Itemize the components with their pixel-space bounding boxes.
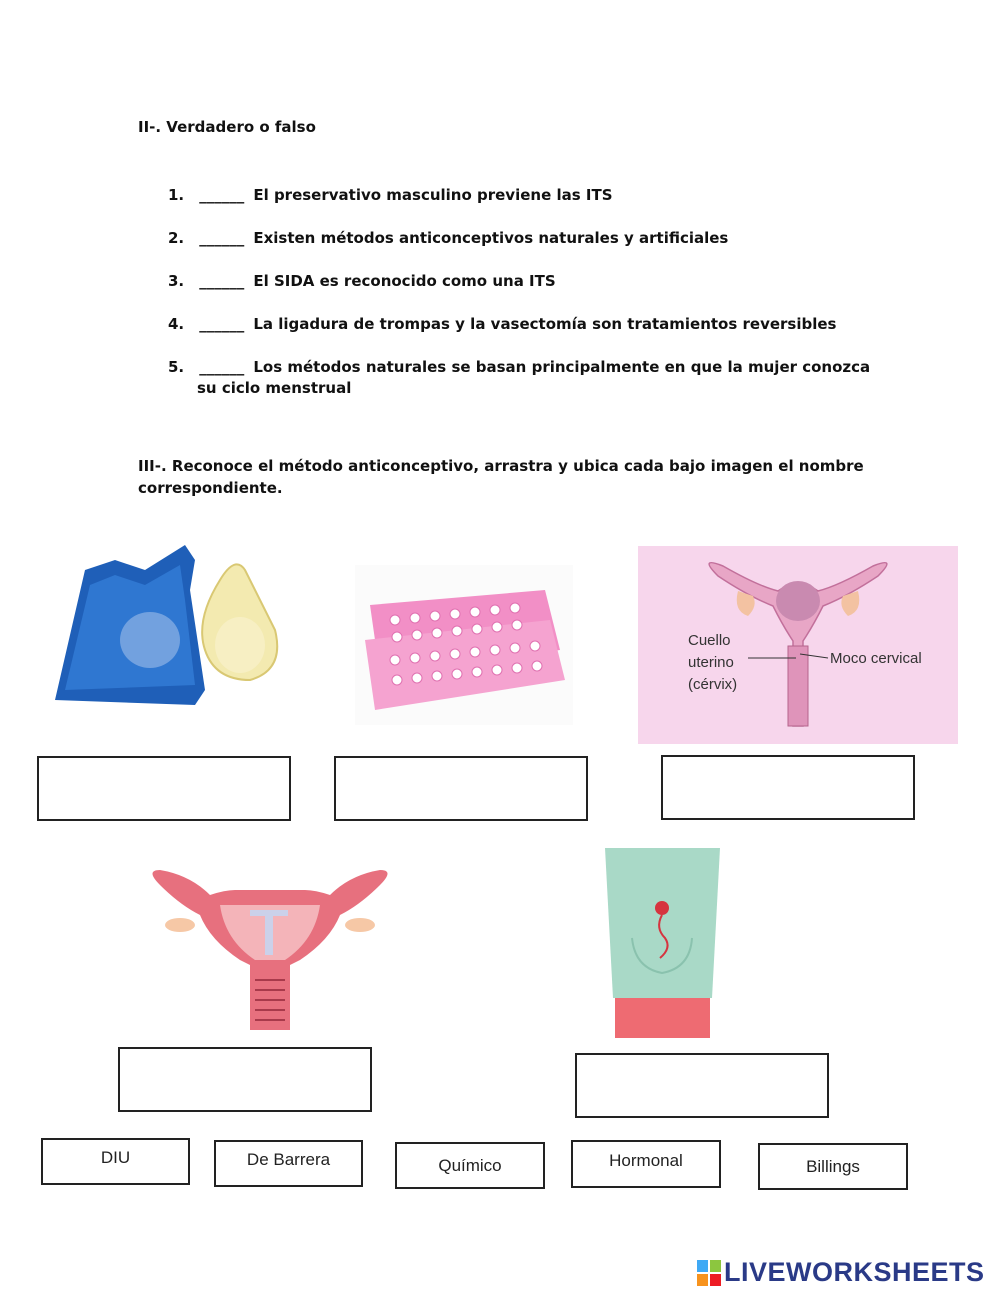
spermicide-tube-image: [600, 848, 725, 1040]
uterus-drawing: [638, 546, 958, 744]
question-item-continuation: su ciclo menstrual: [197, 379, 352, 397]
moco-label: Moco cervical: [830, 650, 922, 667]
iud-image: [140, 865, 400, 1035]
word-option-diu[interactable]: DIU: [41, 1138, 190, 1185]
question-item: 4. ______ La ligadura de trompas y la vasectomía son tratamientos reversibles: [168, 315, 837, 333]
word-option-billings[interactable]: Billings: [758, 1143, 908, 1190]
brand-name: LIVEWORKSHEETS: [724, 1257, 985, 1287]
drop-zone-tube[interactable]: [575, 1053, 829, 1118]
question-item: 5. ______ Los métodos naturales se basan principalmente en que la mujer conozca: [168, 358, 871, 376]
drop-zone-pills[interactable]: [334, 756, 588, 821]
answer-blank[interactable]: ______: [199, 358, 245, 376]
drop-zone-iud[interactable]: [118, 1047, 372, 1112]
liveworksheets-logo: [697, 1257, 985, 1288]
answer-blank[interactable]: ______: [199, 272, 245, 290]
question-item: 3. ______ El SIDA es reconocido como una ITS: [168, 272, 556, 290]
cervix-label: Cuello uterino (cérvix): [688, 632, 738, 693]
liveworksheets-icon: [697, 1260, 721, 1286]
word-option-hormonal[interactable]: Hormonal: [571, 1140, 721, 1188]
cervix-diagram-image: [638, 546, 958, 744]
word-option-de-barrera[interactable]: De Barrera: [214, 1140, 363, 1187]
question-item: 1. ______ El preservativo masculino previene las ITS: [168, 186, 613, 204]
question-item: 2. ______ Existen métodos anticonceptivos naturales y artificiales: [168, 229, 729, 247]
answer-blank[interactable]: ______: [199, 186, 245, 204]
section-3-title-line2: correspondiente.: [138, 479, 283, 497]
condom-image: [45, 540, 285, 710]
section-3-title-line1: III-. Reconoce el método anticonceptivo, arrastra y ubica cada bajo imagen el nombre: [138, 457, 864, 475]
pill-pack-image: [355, 565, 573, 725]
drop-zone-condom[interactable]: [37, 756, 291, 821]
answer-blank[interactable]: ______: [199, 229, 245, 247]
word-option-quimico[interactable]: Químico: [395, 1142, 545, 1189]
drop-zone-cervix[interactable]: [661, 755, 915, 820]
section-2-title: II-. Verdadero o falso: [138, 118, 316, 136]
answer-blank[interactable]: ______: [199, 315, 245, 333]
